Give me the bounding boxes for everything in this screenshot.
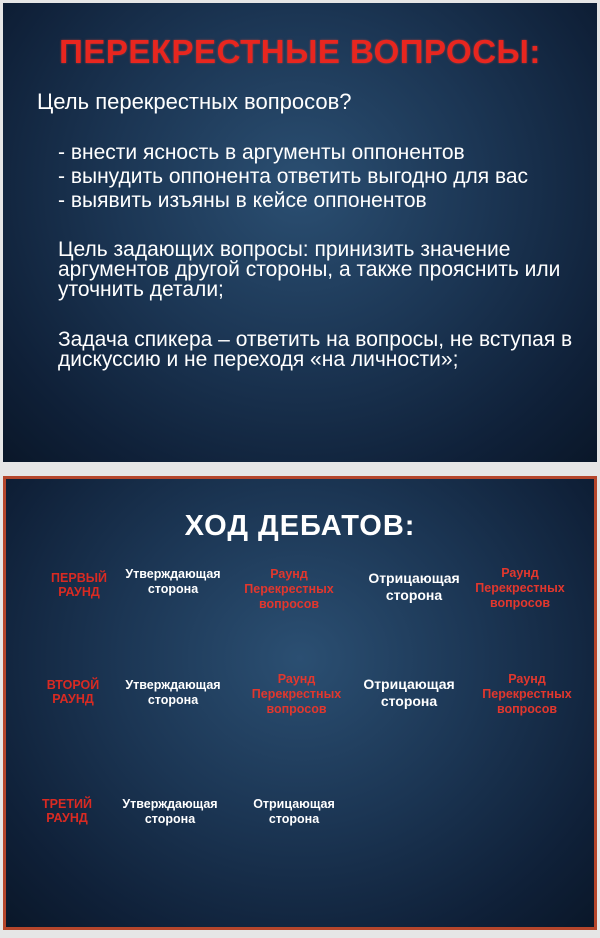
round-2-affirmative: Утверждающая сторона (125, 678, 221, 707)
round-1-negative: Отрицающая сторона (368, 570, 460, 603)
list-item: - выявить изъяны в кейсе оппонентов (58, 189, 427, 212)
askers-goal-paragraph: Цель задающих вопросы: принизить значение аргументов другой стороны, а также прояснить или уточнить детали; (58, 238, 561, 301)
round-3-label: ТРЕТИЙ РАУНД (42, 797, 92, 825)
list-item: - внести ясность в аргументы оппонентов (58, 141, 465, 164)
round-3-affirmative: Утверждающая сторона (122, 797, 218, 826)
round-3-negative: Отрицающая сторона (253, 797, 335, 826)
slide-title: ХОД ДЕБАТОВ: (184, 510, 416, 542)
round-2-cross-questions-2: Раунд Перекрестных вопросов (482, 672, 572, 716)
round-1-label: ПЕРВЫЙ РАУНД (51, 571, 107, 599)
list-item: - вынудить оппонента ответить выгодно для вас (58, 165, 529, 188)
round-2-label: ВТОРОЙ РАУНД (46, 678, 100, 706)
goals-list (58, 141, 528, 213)
round-2-negative: Отрицающая сторона (363, 676, 455, 709)
round-1-affirmative: Утверждающая сторона (125, 567, 221, 596)
round-1-cross-questions-1: Раунд Перекрестных вопросов (244, 567, 334, 611)
round-2-cross-questions-1: Раунд Перекрестных вопросов (251, 672, 342, 716)
round-1-cross-questions-2: Раунд Перекрестных вопросов (475, 566, 565, 610)
slide-debate-flow (3, 476, 597, 930)
slide-cross-questions (3, 3, 597, 462)
slide-title: ПЕРЕКРЕСТНЫЕ ВОПРОСЫ: (59, 33, 541, 70)
question-heading: Цель перекрестных вопросов? (37, 89, 352, 114)
speaker-task-paragraph: Задача спикера – ответить на вопросы, не вступая в дискуссию и не переходя «на личности»; (58, 328, 573, 371)
